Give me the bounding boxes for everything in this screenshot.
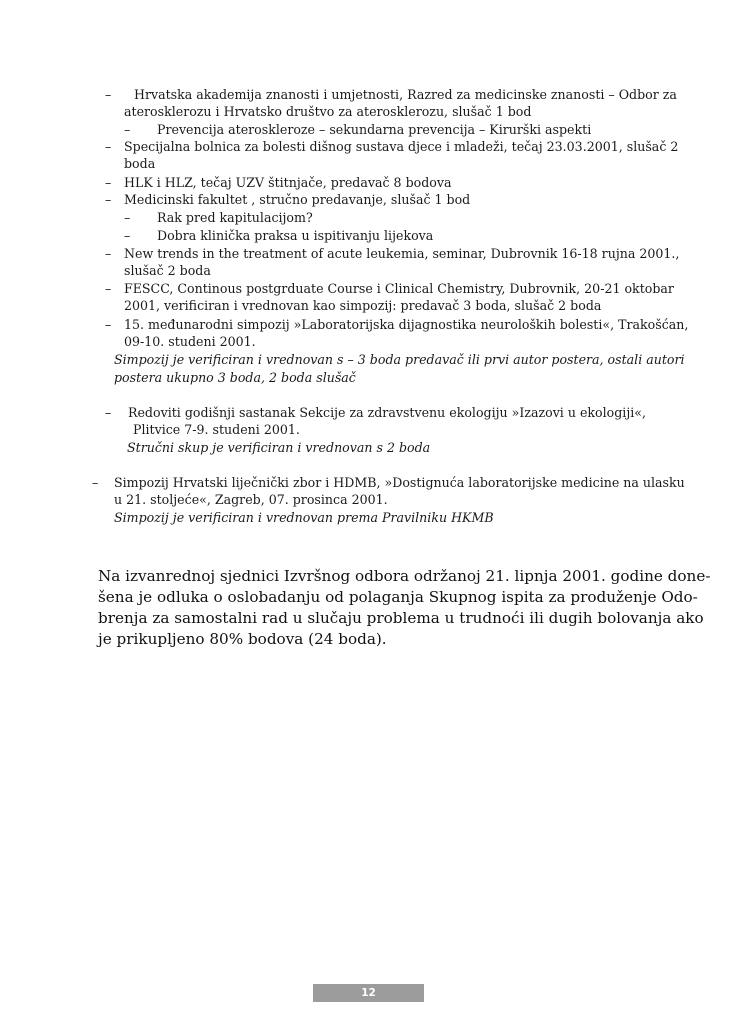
- sub-item-text: Prevencija ateroskleroze – sekundarna prevencija – Kirurški aspekti: [157, 122, 592, 137]
- decision-paragraph: [98, 566, 711, 650]
- list-dash: –: [105, 246, 112, 261]
- sub-item-text: Rak pred kapitulacijom?: [157, 210, 313, 225]
- list-dash: –: [92, 475, 99, 490]
- list-dash: –: [105, 317, 112, 332]
- page-number-bar: [313, 984, 424, 1002]
- list-item-text: New trends in the treatment of acute leukemia, seminar, Dubrovnik 16-18 rujna 2001.,: [124, 246, 680, 261]
- page-number: 12: [361, 987, 376, 999]
- list-item-text: slušač 2 boda: [124, 263, 211, 278]
- list-item-text: 15. međunarodni simpozij »Laboratorijska dijagnostika neuroloških bolesti«, Trakošćan,: [124, 317, 689, 332]
- list-item-text: Specijalna bolnica za bolesti dišnog sustava djece i mladeži, tečaj 23.03.2001, slušač 2: [124, 139, 679, 154]
- list-dash: –: [124, 228, 131, 243]
- list-dash: –: [124, 122, 131, 137]
- verification-note: Simpozij je verificiran i vrednovan s – 3 boda predavač ili prvi autor postera, ostali autori: [114, 352, 685, 367]
- list-dash: –: [105, 281, 112, 296]
- list-item-text: 2001, verificiran i vrednovan kao simpozij: predavač 3 boda, slušač 2 boda: [124, 298, 602, 313]
- list-item-text: boda: [124, 156, 156, 171]
- list-item-text: HLK i HLZ, tečaj UZV štitnjače, predavač 8 bodova: [124, 175, 452, 190]
- list-dash: –: [105, 405, 112, 420]
- verification-note: Simpozij je verificiran i vrednovan prema Pravilniku HKMB: [114, 510, 494, 525]
- list-dash: –: [105, 192, 112, 207]
- list-dash: –: [105, 175, 112, 190]
- list-item-text: Medicinski fakultet , stručno predavanje, slušač 1 bod: [124, 192, 471, 207]
- list-item-text: Simpozij Hrvatski liječnički zbor i HDMB, »Dostignuća laboratorijske medicine na ulasku: [114, 475, 685, 490]
- sub-item-text: Dobra klinička praksa u ispitivanju lijekova: [157, 228, 434, 243]
- list-dash: –: [124, 210, 131, 225]
- list-dash: –: [105, 87, 112, 102]
- list-item-text: FESCC, Continous postgrduate Course i Clinical Chemistry, Dubrovnik, 20-21 oktobar: [124, 281, 674, 296]
- list-dash: –: [105, 139, 112, 154]
- list-item-text: aterosklerozu i Hrvatsko društvo za aterosklerozu, slušač 1 bod: [124, 104, 532, 119]
- paragraph-line: šena je odluka o oslobadanju od polaganja Skupnog ispita za produženje Odo-: [98, 588, 698, 606]
- list-item-text: Plitvice 7-9. studeni 2001.: [133, 422, 300, 437]
- paragraph-line: brenja za samostalni rad u slučaju problema u trudnoći ili dugih bolovanja ako: [98, 609, 704, 627]
- list-item-text: Redoviti godišnji sastanak Sekcije za zdravstvenu ekologiju »Izazovi u ekologiji«,: [128, 405, 646, 420]
- paragraph-line: Na izvanrednoj sjednici Izvršnog odbora održanoj 21. lipnja 2001. godine done-: [98, 567, 711, 585]
- list-item-text: u 21. stoljeće«, Zagreb, 07. prosinca 2001.: [114, 492, 388, 507]
- paragraph-line: je prikupljeno 80% bodova (24 boda).: [98, 630, 387, 648]
- verification-note: postera ukupno 3 boda, 2 boda slušač: [114, 370, 356, 385]
- verification-note: Stručni skup je verificiran i vrednovan s 2 boda: [127, 440, 431, 455]
- list-item-text: Hrvatska akademija znanosti i umjetnosti, Razred za medicinske znanosti – Odbor za: [134, 87, 677, 102]
- list-item-text: 09-10. studeni 2001.: [124, 334, 256, 349]
